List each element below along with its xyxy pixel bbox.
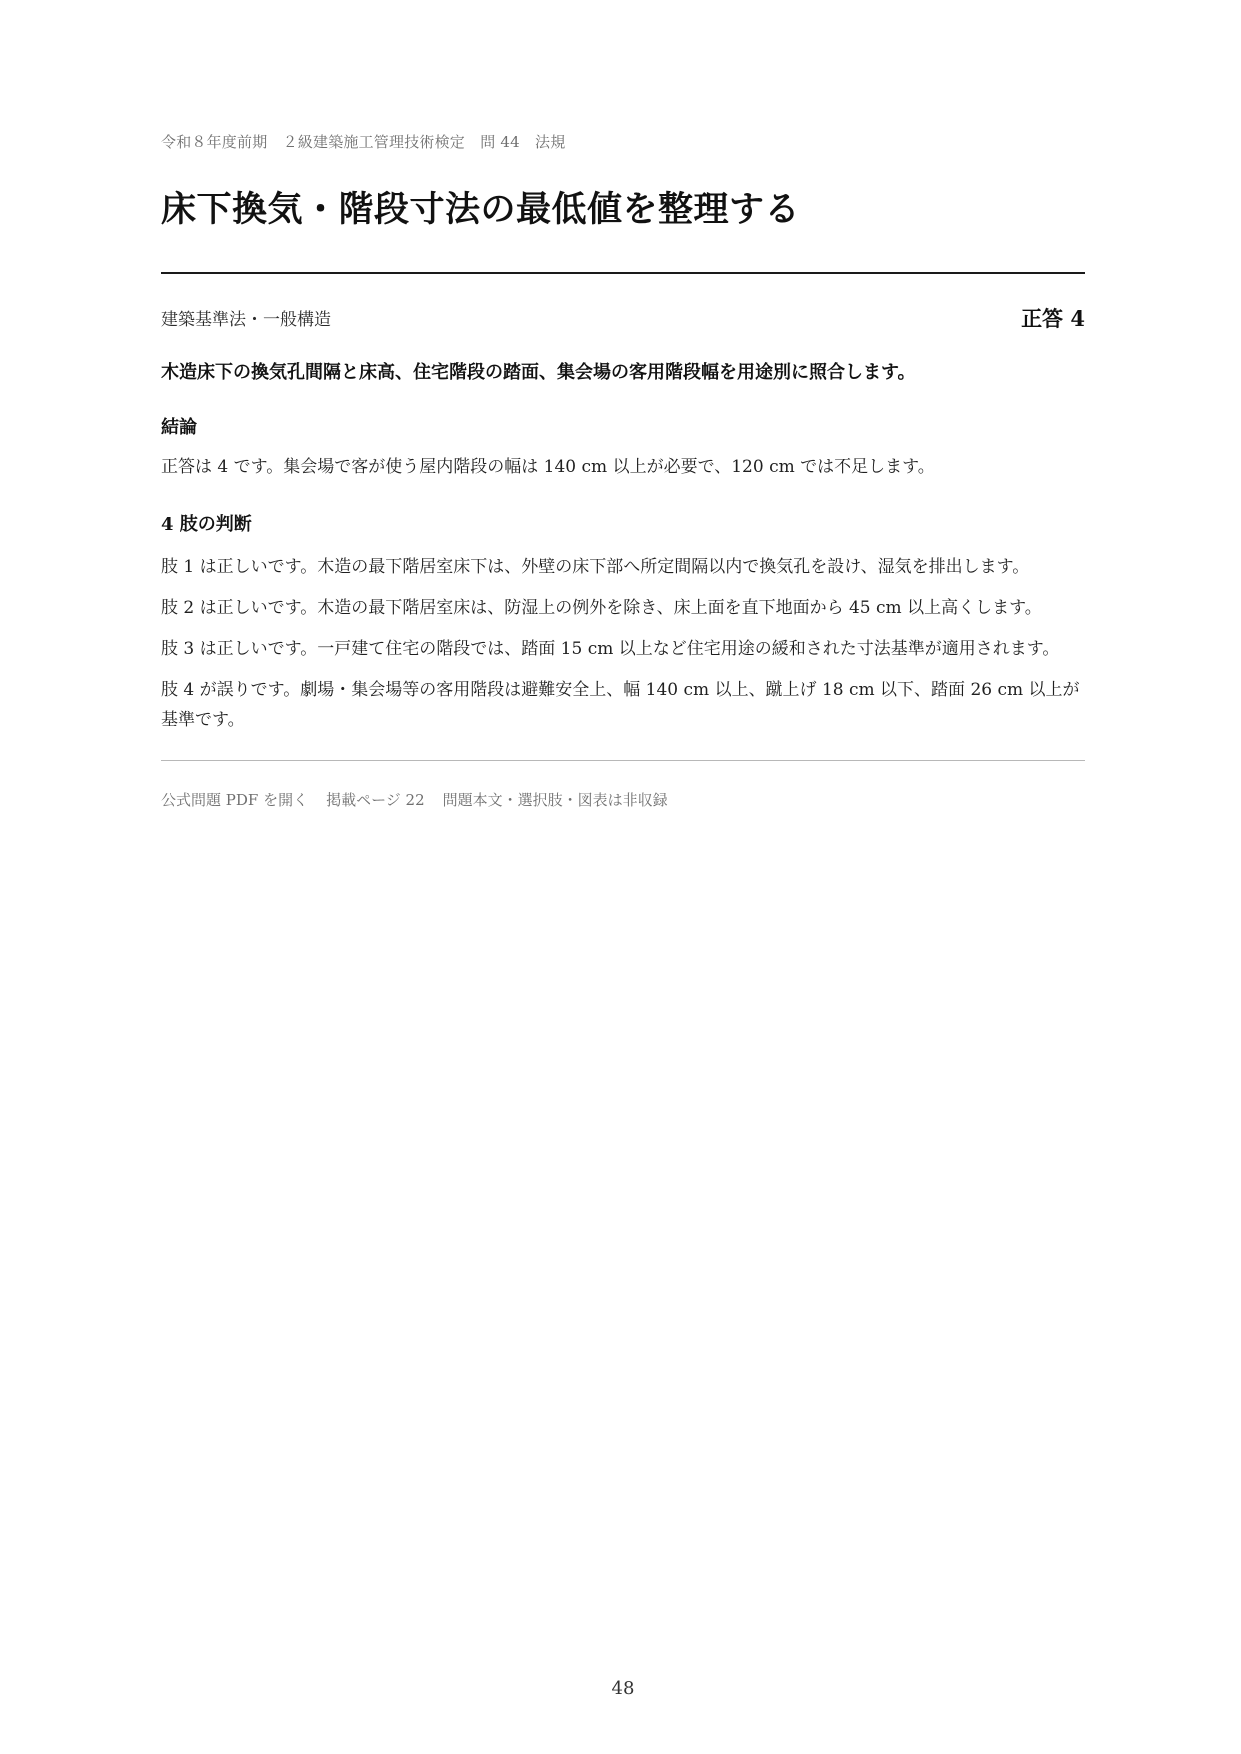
summary-text: 木造床下の換気孔間隔と床高、住宅階段の踏面、集会場の客用階段幅を用途別に照合します。 <box>161 362 916 383</box>
conclusion-heading: 結論 <box>161 417 197 438</box>
title-divider <box>161 272 1085 274</box>
category-label: 建築基準法・一般構造 <box>161 310 331 330</box>
answer-label: 正答 4 <box>1021 306 1085 331</box>
footer-line <box>161 789 668 810</box>
open-pdf-link[interactable]: 公式問題 PDF を開く <box>161 791 309 809</box>
choice-item-3: 肢 3 は正しいです。一戸建て住宅の階段では、踏面 15 cm 以上など住宅用途の緩和された寸法基準が適用されます。 <box>161 639 1060 659</box>
choices-heading: 4 肢の判断 <box>161 514 252 535</box>
choice-item-4: 肢 4 が誤りです。劇場・集会場等の客用階段は避難安全上、幅 140 cm 以上、蹴上げ 18 cm 以下、踏面 26 cm 以上が基準です。 <box>161 680 1080 730</box>
page-reference: 掲載ページ 22 <box>326 791 425 809</box>
footer-note: 問題本文・選択肢・図表は非収録 <box>442 791 668 809</box>
document-page <box>161 0 1085 1754</box>
conclusion-text: 正答は 4 です。集会場で客が使う屋内階段の幅は 140 cm 以上が必要で、120 cm では不足します。 <box>161 457 935 477</box>
footer-divider <box>161 760 1085 761</box>
running-head: 令和８年度前期 ２級建築施工管理技術検定 問 44 法規 <box>161 133 566 151</box>
choice-item-1: 肢 1 は正しいです。木造の最下階居室床下は、外壁の床下部へ所定間隔以内で換気孔を設け、湿気を排出します。 <box>161 557 1030 577</box>
choice-item-2: 肢 2 は正しいです。木造の最下階居室床は、防湿上の例外を除き、床上面を直下地面から 45 cm 以上高くします。 <box>161 598 1042 618</box>
choice-list <box>161 552 1085 746</box>
page-title: 床下換気・階段寸法の最低値を整理する <box>161 189 801 230</box>
page-number: 48 <box>611 1678 635 1699</box>
